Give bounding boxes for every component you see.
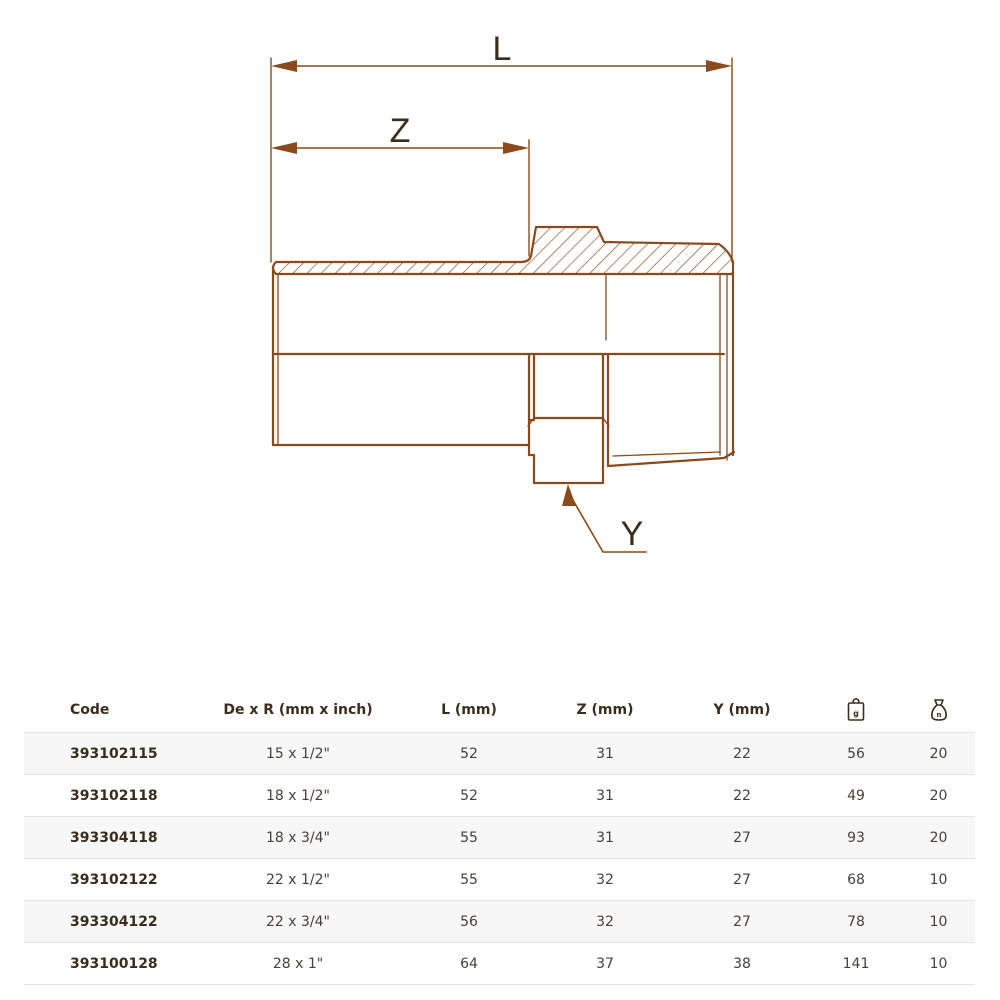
bag-icon xyxy=(929,697,949,723)
cell-de-r: 22 x 3/4" xyxy=(194,901,402,943)
table-row xyxy=(24,775,975,817)
cell-weight: 78 xyxy=(810,901,902,943)
specification-table xyxy=(24,688,975,985)
table-header-row xyxy=(24,688,975,733)
cell-l: 64 xyxy=(402,943,536,985)
header-code: Code xyxy=(70,702,110,718)
cell-weight: 68 xyxy=(810,859,902,901)
table-row xyxy=(24,901,975,943)
cell-pack: 20 xyxy=(902,775,975,817)
hex-nut xyxy=(528,354,609,483)
cell-z: 32 xyxy=(536,859,674,901)
cell-de-r: 18 x 1/2" xyxy=(194,775,402,817)
cell-z: 31 xyxy=(536,817,674,859)
cell-l: 56 xyxy=(402,901,536,943)
cell-l: 52 xyxy=(402,733,536,775)
header-weight xyxy=(810,688,902,733)
cell-y: 27 xyxy=(674,901,810,943)
cell-code: 393304118 xyxy=(24,817,194,859)
l-dimension-label: L xyxy=(492,30,512,68)
cell-code: 393102115 xyxy=(24,733,194,775)
hatched-section xyxy=(273,227,733,274)
table-row xyxy=(24,817,975,859)
cell-z: 37 xyxy=(536,943,674,985)
cell-y: 27 xyxy=(674,817,810,859)
cell-weight: 141 xyxy=(810,943,902,985)
cell-y: 27 xyxy=(674,859,810,901)
cell-pack: 20 xyxy=(902,733,975,775)
cell-de-r: 28 x 1" xyxy=(194,943,402,985)
cell-code: 393304122 xyxy=(24,901,194,943)
cell-y: 22 xyxy=(674,775,810,817)
y-dimension-label: Y xyxy=(620,515,644,553)
cell-code: 393102122 xyxy=(24,859,194,901)
cell-de-r: 18 x 3/4" xyxy=(194,817,402,859)
svg-text:g: g xyxy=(853,709,859,718)
cell-weight: 49 xyxy=(810,775,902,817)
header-de-r: De x R (mm x inch) xyxy=(223,702,373,718)
z-dimension-label: Z xyxy=(389,112,411,150)
cell-weight: 93 xyxy=(810,817,902,859)
header-pack xyxy=(902,688,975,733)
cell-code: 393100128 xyxy=(24,943,194,985)
cell-weight: 56 xyxy=(810,733,902,775)
header-z: Z (mm) xyxy=(576,702,634,718)
cell-de-r: 22 x 1/2" xyxy=(194,859,402,901)
cell-l: 55 xyxy=(402,859,536,901)
fitting-body xyxy=(273,268,733,460)
cell-l: 52 xyxy=(402,775,536,817)
weight-icon xyxy=(846,697,866,723)
svg-text:n: n xyxy=(936,711,941,719)
header-y: Y (mm) xyxy=(713,702,771,718)
cell-y: 22 xyxy=(674,733,810,775)
table-row xyxy=(24,859,975,901)
cell-pack: 10 xyxy=(902,859,975,901)
cell-pack: 10 xyxy=(902,901,975,943)
threaded-end xyxy=(608,354,734,466)
cell-de-r: 15 x 1/2" xyxy=(194,733,402,775)
cell-pack: 10 xyxy=(902,943,975,985)
cell-z: 32 xyxy=(536,901,674,943)
cell-code: 393102118 xyxy=(24,775,194,817)
table-row xyxy=(24,733,975,775)
cell-y: 38 xyxy=(674,943,810,985)
table-row xyxy=(24,943,975,985)
cell-z: 31 xyxy=(536,733,674,775)
header-l: L (mm) xyxy=(441,702,497,718)
cell-pack: 20 xyxy=(902,817,975,859)
cell-l: 55 xyxy=(402,817,536,859)
cell-z: 31 xyxy=(536,775,674,817)
